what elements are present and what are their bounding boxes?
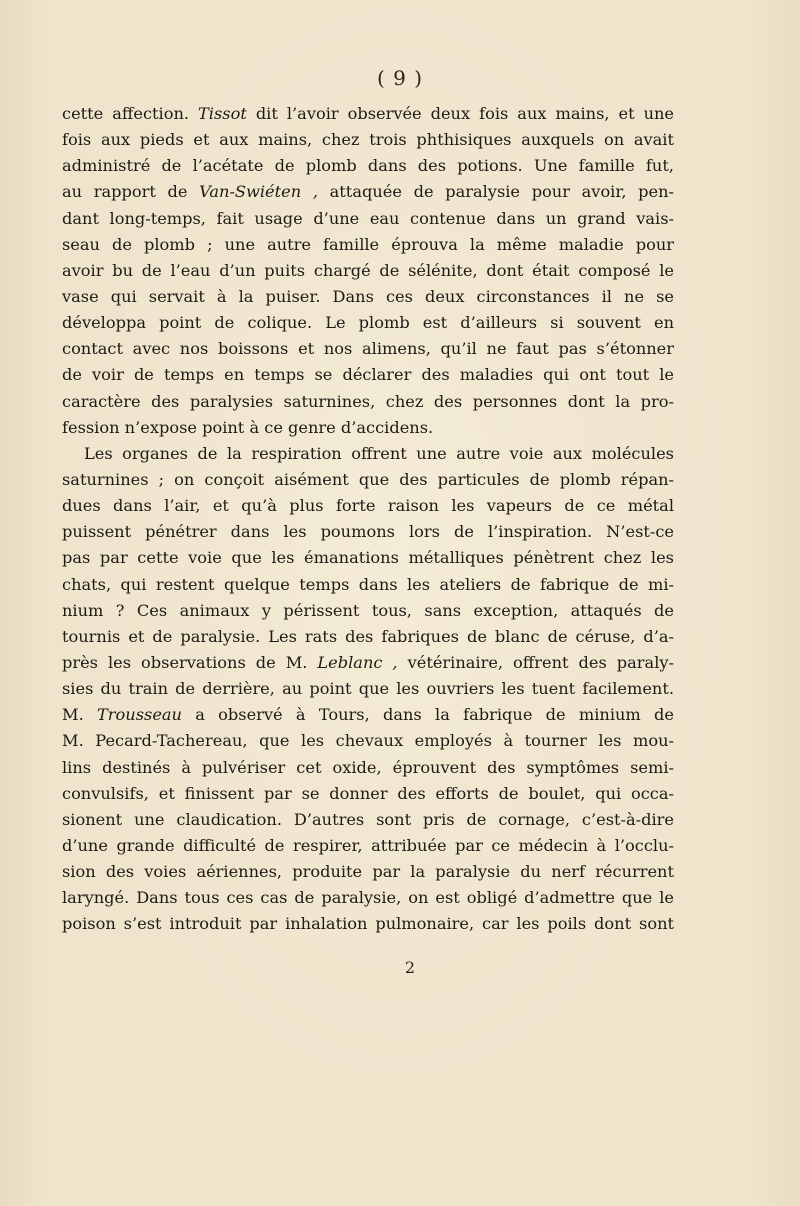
text-segment: sies du train de derrière, au point que les ouvriers les tuent facilement.	[62, 679, 674, 699]
text-line	[62, 676, 674, 702]
text-line	[62, 807, 674, 833]
body-text	[62, 101, 674, 938]
text-segment: fois aux pieds et aux mains, chez trois phthisiques auxquels on avait	[62, 130, 674, 150]
text-segment: près les observations de M.	[62, 652, 318, 672]
italic-name: Leblanc ,	[317, 652, 398, 672]
text-line	[62, 572, 674, 598]
text-segment: attaquée de paralysie pour avoir, pen-	[317, 182, 674, 202]
text-segment: Les organes de la respiration offrent une autre voie aux molécules	[84, 443, 674, 463]
text-line	[62, 467, 674, 493]
text-segment: dit l’avoir observée deux fois aux mains, et une	[246, 104, 675, 123]
text-line	[62, 206, 674, 232]
text-segment: fession n’expose point à ce genre d’accidens.	[62, 417, 434, 437]
text-line	[62, 493, 674, 519]
text-segment: puissent pénétrer dans les poumons lors de l’inspiration. N’est-ce	[62, 522, 674, 542]
text-line	[62, 650, 674, 676]
text-segment: convulsifs, et finissent par se donner des efforts de boulet, qui occa-	[62, 783, 674, 803]
text-segment: tournis et de paralysie. Les rats des fabriques de blanc de céruse, d’a-	[62, 626, 674, 646]
text-line	[62, 101, 674, 127]
text-line	[62, 310, 674, 336]
text-line	[62, 441, 674, 467]
text-segment: lins destinés à pulvériser cet oxide, éprouvent des symptômes semi-	[62, 757, 674, 777]
text-segment: vétérinaire, offrent des paraly-	[397, 652, 674, 672]
page-number: ( 9 )	[376, 66, 424, 90]
text-segment: dues dans l’air, et qu’à plus forte raison les vapeurs de ce métal	[62, 496, 674, 516]
text-line	[62, 545, 674, 571]
text-line	[62, 389, 674, 415]
text-segment: d’une grande difficulté de respirer, attribuée par ce médecin à l’occlu-	[62, 835, 674, 855]
text-line	[62, 336, 674, 362]
text-segment: caractère des paralysies saturnines, chez des personnes dont la pro-	[62, 391, 674, 411]
text-segment: sion des voies aériennes, produite par la paralysie du nerf récurrent	[62, 862, 674, 882]
italic-name: Tissot	[198, 104, 247, 123]
text-segment: développa point de colique. Le plomb est d’ailleurs si souvent en	[62, 313, 674, 333]
text-line	[62, 362, 674, 388]
text-line	[62, 755, 674, 781]
text-segment: administré de l’acétate de plomb dans des potions. Une famille fut,	[62, 156, 674, 176]
text-line	[62, 781, 674, 807]
text-segment: vase qui servait à la puiser. Dans ces deux circonstances il ne se	[62, 286, 674, 306]
text-segment: cette affection.	[62, 104, 198, 123]
italic-name: Trousseau	[97, 705, 182, 725]
text-segment: saturnines ; on conçoit aisément que des particules de plomb répan-	[62, 469, 674, 489]
text-line	[62, 728, 674, 754]
text-line	[62, 232, 674, 258]
text-line	[62, 519, 674, 545]
text-segment: contact avec nos boissons et nos alimens, qu’il ne faut pas s’étonner	[62, 339, 674, 359]
text-line	[62, 833, 674, 859]
text-line	[62, 885, 674, 911]
text-segment: laryngé. Dans tous ces cas de paralysie, on est obligé d’admettre que le	[62, 888, 674, 908]
text-segment: M.	[62, 705, 97, 725]
text-line	[62, 598, 674, 624]
text-segment: pas par cette voie que les émanations métalliques pénètrent chez les	[62, 548, 674, 568]
text-segment: sionent une claudication. D’autres sont pris de cornage, c’est-à-dire	[62, 809, 674, 829]
signature-mark	[0, 958, 800, 977]
text-line	[62, 859, 674, 885]
text-line	[62, 153, 674, 179]
text-segment: poison s’est introduit par inhalation pulmonaire, car les poils dont sont	[62, 914, 674, 934]
text-segment: nium ? Ces animaux y périssent tous, sans exception, attaqués de	[62, 600, 674, 620]
text-segment: seau de plomb ; une autre famille éprouva la même maladie pour	[62, 234, 674, 254]
text-segment: de voir de temps en temps se déclarer des maladies qui ont tout le	[62, 365, 674, 385]
text-line	[62, 284, 674, 310]
text-segment: M. Pecard-Tachereau, que les chevaux employés à tourner les mou-	[62, 731, 674, 751]
text-line	[62, 911, 674, 937]
text-segment: dant long-temps, fait usage d’une eau contenue dans un grand vais-	[62, 208, 674, 228]
text-line	[62, 179, 674, 205]
text-line	[62, 702, 674, 728]
text-segment: avoir bu de l’eau d’un puits chargé de sélénite, dont était composé le	[62, 260, 674, 280]
text-segment: a observé à Tours, dans la fabrique de minium de	[181, 705, 674, 725]
text-segment: chats, qui restent quelque temps dans les ateliers de fabrique de mi-	[62, 574, 674, 594]
text-line	[62, 258, 674, 284]
signature-mark-number: 2	[404, 958, 416, 977]
text-line	[62, 415, 674, 441]
italic-name: Van-Swiéten ,	[199, 182, 318, 202]
text-line	[62, 127, 674, 153]
text-line	[62, 624, 674, 650]
text-segment: au rapport de	[62, 182, 200, 202]
